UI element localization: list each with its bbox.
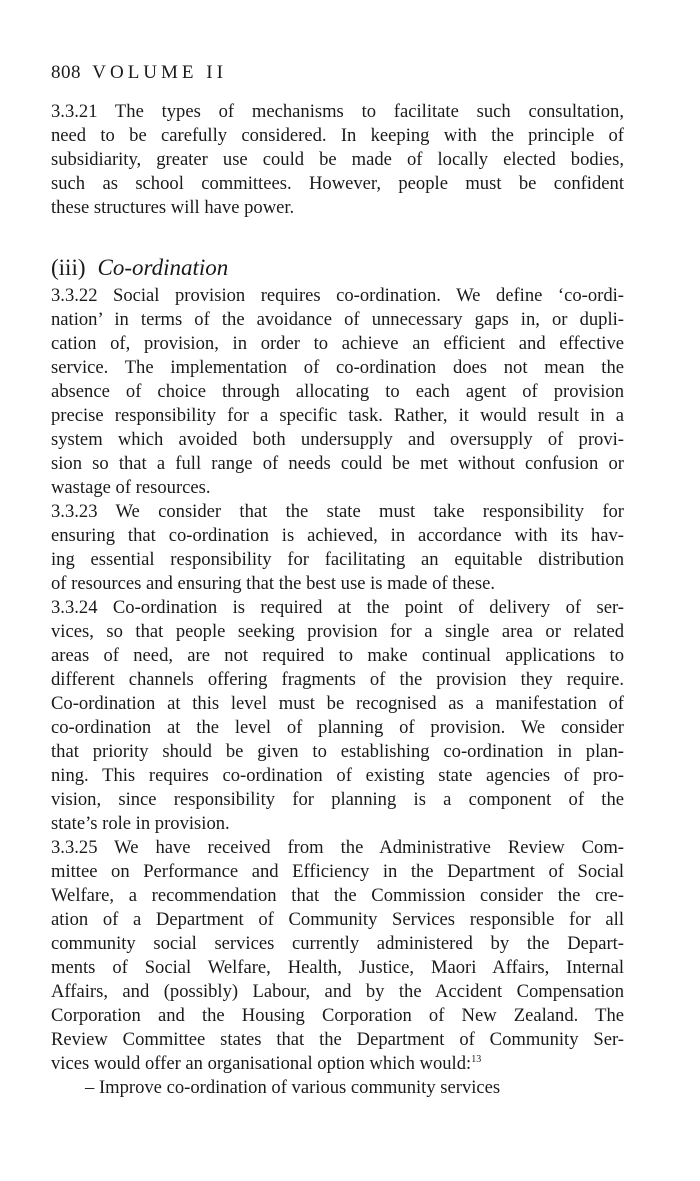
paragraph-3-3-25-line-9: Review Committee states that the Department of Community Ser- (51, 1029, 624, 1050)
paragraph-3-3-21-line-2: need to be carefully considered. In keeping with the principle of (51, 125, 624, 146)
paragraph-3-3-24-line-7: that priority should be given to establishing co-ordination in plan- (51, 741, 624, 762)
section-numeral: (iii) (51, 255, 86, 280)
paragraph-3-3-21-line-3: subsidiarity, greater use could be made of locally elected bodies, (51, 149, 624, 170)
paragraph-3-3-24-line-8: ning. This requires co-ordination of existing state agencies of pro- (51, 765, 624, 786)
paragraph-3-3-25-line-10 (51, 1052, 624, 1076)
footnote-reference: 13 (471, 1054, 482, 1065)
paragraph-3-3-24-line-6: co-ordination at the level of planning of provision. We consider (51, 717, 624, 738)
paragraph-3-3-22-line-4: service. The implementation of co-ordination does not mean the (51, 357, 624, 378)
paragraph-3-3-22-line-9: wastage of resources. (51, 477, 211, 498)
paragraph-3-3-22-line-1: 3.3.22 Social provision requires co-ordination. We define ‘co-ordi- (51, 285, 624, 306)
section-title: Co-ordination (97, 255, 229, 280)
paragraph-3-3-24-line-3: areas of need, are not required to make continual applications to (51, 645, 624, 666)
page-number: 808 (51, 62, 81, 83)
paragraph-3-3-22-line-8: sion so that a full range of needs could be met without confusion or (51, 453, 624, 474)
paragraph-3-3-24-line-10: state’s role in provision. (51, 813, 230, 834)
paragraph-3-3-24-line-4: different channels offering fragments of the provision they require. (51, 669, 624, 690)
paragraph-3-3-25-line-10-text: vices would offer an organisational option which would: (51, 1053, 472, 1074)
paragraph-3-3-24-line-9: vision, since responsibility for planning is a component of the (51, 789, 624, 810)
paragraph-3-3-24-line-5: Co-ordination at this level must be recognised as a manifestation of (51, 693, 624, 714)
paragraph-3-3-25-line-6: ments of Social Welfare, Health, Justice, Maori Affairs, Internal (51, 957, 624, 978)
section-heading (51, 253, 228, 283)
paragraph-3-3-22-line-7: system which avoided both undersupply and oversupply of provi- (51, 429, 624, 450)
paragraph-3-3-23-line-3: ing essential responsibility for facilitating an equitable distribution (51, 549, 624, 570)
paragraph-3-3-22-line-5: absence of choice through allocating to each agent of provision (51, 381, 624, 402)
paragraph-3-3-23-line-2: ensuring that co-ordination is achieved, in accordance with its hav- (51, 525, 624, 546)
paragraph-3-3-24-line-1: 3.3.24 Co-ordination is required at the point of delivery of ser- (51, 597, 624, 618)
paragraph-3-3-22-line-6: precise responsibility for a specific task. Rather, it would result in a (51, 405, 624, 426)
paragraph-3-3-23-line-4: of resources and ensuring that the best use is made of these. (51, 573, 496, 594)
paragraph-3-3-25-line-1: 3.3.25 We have received from the Administrative Review Com- (51, 837, 624, 858)
paragraph-3-3-25-line-4: ation of a Department of Community Services responsible for all (51, 909, 624, 930)
paragraph-3-3-24-line-2: vices, so that people seeking provision for a single area or related (51, 621, 624, 642)
bullet-item-improve-coordination: – Improve co-ordination of various community services (85, 1077, 501, 1098)
paragraph-3-3-25-line-3: Welfare, a recommendation that the Commission consider the cre- (51, 885, 624, 906)
volume-label: VOLUME II (92, 62, 227, 83)
paragraph-3-3-21-line-4: such as school committees. However, people must be confident (51, 173, 624, 194)
paragraph-3-3-21-line-1: 3.3.21 The types of mechanisms to facilitate such consultation, (51, 101, 624, 122)
paragraph-3-3-25-line-5: community social services currently administered by the Depart- (51, 933, 624, 954)
paragraph-3-3-23-line-1: 3.3.23 We consider that the state must take responsibility for (51, 501, 624, 522)
paragraph-3-3-22-line-2: nation’ in terms of the avoidance of unnecessary gaps in, or dupli- (51, 309, 624, 330)
paragraph-3-3-22-line-3: cation of, provision, in order to achieve an efficient and effective (51, 333, 624, 354)
running-header (51, 62, 227, 84)
paragraph-3-3-25-line-7: Affairs, and (possibly) Labour, and by the Accident Compensation (51, 981, 624, 1002)
paragraph-3-3-21-line-5: these structures will have power. (51, 197, 295, 218)
paragraph-3-3-25-line-2: mittee on Performance and Efficiency in the Department of Social (51, 861, 624, 882)
paragraph-3-3-25-line-8: Corporation and the Housing Corporation of New Zealand. The (51, 1005, 624, 1026)
